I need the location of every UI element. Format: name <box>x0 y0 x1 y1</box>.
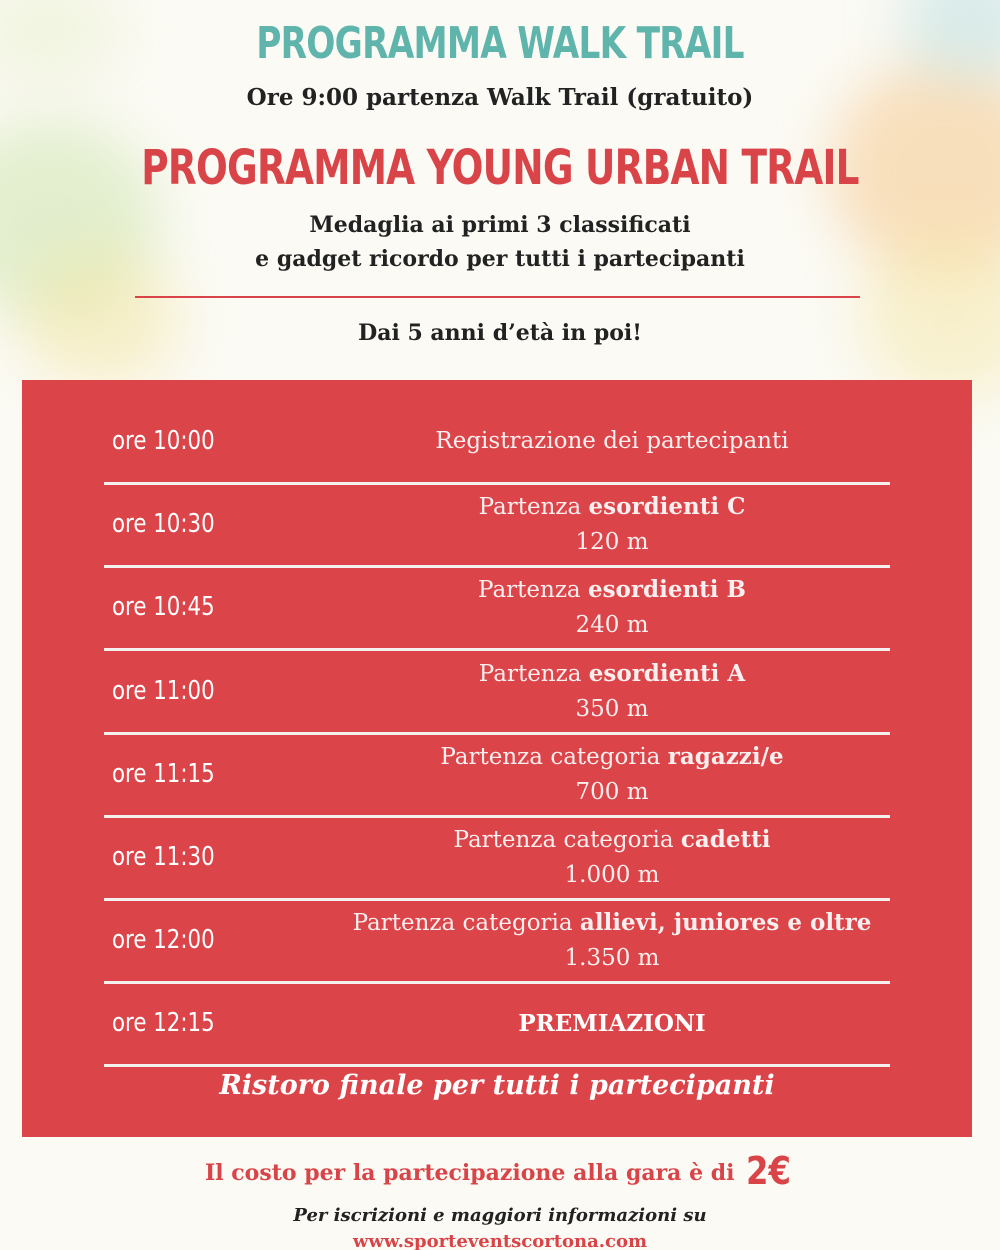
row-prefix: Partenza <box>478 493 589 520</box>
row-title <box>435 423 788 459</box>
row-highlight: cadetti <box>680 825 771 853</box>
row-distance: 120 m <box>575 528 649 555</box>
row-prefix: Partenza categoria <box>440 743 668 770</box>
row-description <box>334 650 890 732</box>
row-prefix: Partenza <box>478 576 588 603</box>
walk-trail-info: Ore 9:00 partenza Walk Trail (gratuito) <box>246 84 754 111</box>
row-prefix: Partenza categoria <box>352 909 580 936</box>
row-title <box>479 489 746 525</box>
row-distance: 1.350 m <box>564 944 660 971</box>
row-description <box>334 816 890 898</box>
schedule-row <box>104 733 890 818</box>
refreshment-note: Ristoro finale per tutti i partecipanti <box>219 1070 775 1101</box>
medal-info-line: Medaglia ai primi 3 classificati <box>309 212 691 238</box>
cost-text: Il costo per la partecipazione alla gara è di <box>204 1160 743 1186</box>
schedule-row <box>104 483 890 568</box>
header-divider <box>135 296 860 298</box>
poster-footer <box>0 1137 1000 1250</box>
row-title <box>440 739 783 775</box>
row-distance: 1.000 m <box>564 861 660 888</box>
schedule-row <box>104 899 890 984</box>
row-highlight: ragazzi/e <box>667 742 784 770</box>
row-time: ore 10:00 <box>112 426 215 456</box>
row-time: ore 10:30 <box>112 509 215 539</box>
cost-line <box>0 1149 1000 1193</box>
age-note: Dai 5 anni d’età in poi! <box>358 320 642 346</box>
info-line: Per iscrizioni e maggiori informazioni su <box>293 1205 707 1226</box>
row-title <box>478 572 746 608</box>
awards-row <box>104 982 890 1067</box>
schedule-panel <box>22 380 972 1137</box>
row-title <box>454 822 771 858</box>
row-time: ore 12:00 <box>112 925 215 955</box>
row-distance: 240 m <box>575 611 649 638</box>
gadget-info-line: e gadget ricordo per tutti i partecipanti <box>255 246 745 272</box>
awards-label: PREMIAZIONI <box>518 1009 706 1037</box>
row-time: ore 11:00 <box>112 676 215 706</box>
walk-trail-title: PROGRAMMA WALK TRAIL <box>256 18 744 69</box>
row-highlight: allievi, juniores e oltre <box>579 908 872 936</box>
row-description <box>334 733 890 815</box>
young-urban-trail-title: PROGRAMMA YOUNG URBAN TRAIL <box>141 140 859 196</box>
schedule-row <box>104 400 890 485</box>
row-description <box>334 982 890 1064</box>
row-description <box>334 899 890 981</box>
schedule-row <box>104 650 890 735</box>
row-description <box>334 483 890 565</box>
row-highlight: esordienti A <box>588 659 746 687</box>
row-time: ore 10:45 <box>112 592 215 622</box>
row-time: ore 12:15 <box>112 1008 215 1038</box>
row-description <box>334 566 890 648</box>
row-distance: 350 m <box>575 695 649 722</box>
schedule-row <box>104 566 890 651</box>
row-highlight: esordienti C <box>588 492 746 520</box>
poster-header <box>0 0 1000 380</box>
schedule-row <box>104 816 890 901</box>
row-title <box>479 656 745 692</box>
row-description <box>334 400 890 482</box>
row-prefix: Partenza <box>478 660 589 687</box>
website-link[interactable]: www.sporteventscortona.com <box>352 1231 648 1250</box>
row-highlight: esordienti B <box>587 575 746 603</box>
row-distance: 700 m <box>575 778 649 805</box>
price: 2€ <box>746 1149 792 1193</box>
row-prefix: Partenza categoria <box>453 826 681 853</box>
row-time: ore 11:30 <box>112 842 215 872</box>
row-title <box>353 905 872 941</box>
row-prefix: Registrazione dei partecipanti <box>435 428 789 454</box>
row-time: ore 11:15 <box>112 759 215 789</box>
